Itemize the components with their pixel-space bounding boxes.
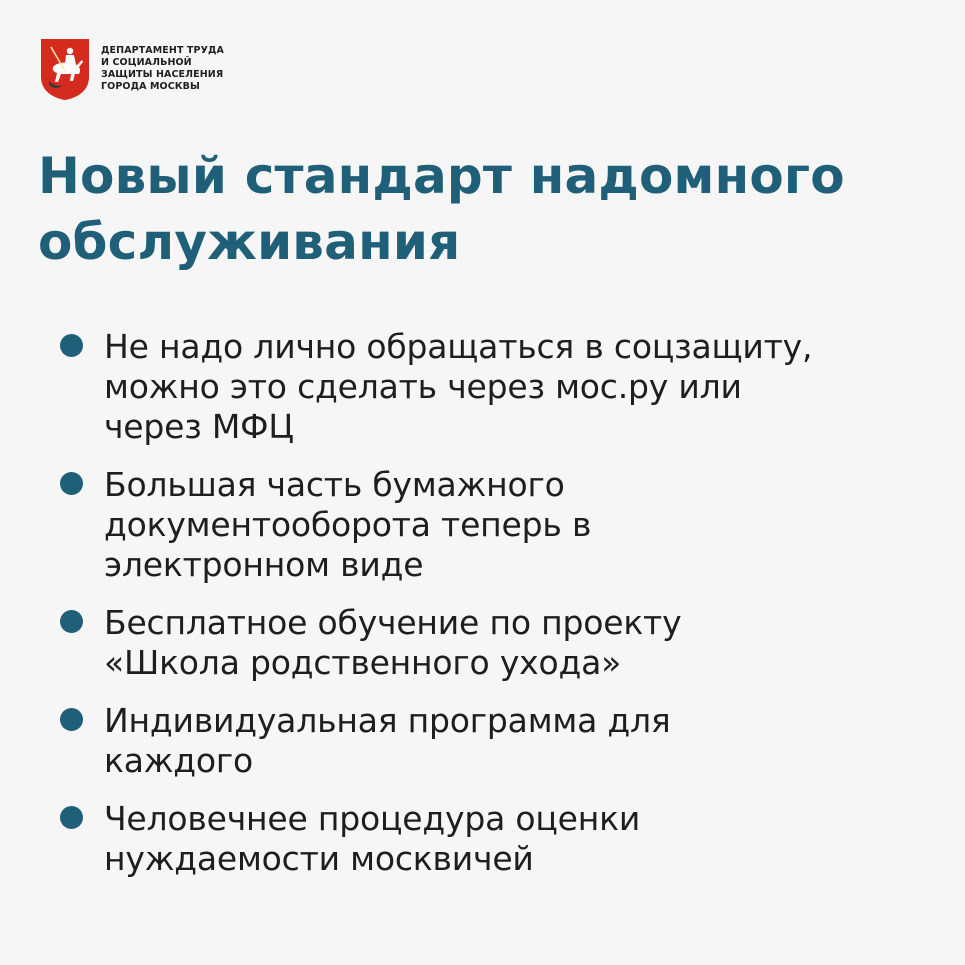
- list-item-text: [104, 603, 681, 683]
- org-name-line: И СОЦИАЛЬНОЙ: [101, 57, 192, 68]
- list-item-line: электронном виде: [104, 545, 424, 584]
- list-item-line: через МФЦ: [104, 407, 294, 446]
- list-item: [60, 465, 950, 585]
- list-item-line: «Школа родственного ухода»: [104, 643, 622, 682]
- bullet-dot-icon: [60, 806, 83, 829]
- page-title-line: обслуживания: [38, 213, 461, 271]
- list-item-text: [104, 799, 640, 879]
- org-name-line: ГОРОДА МОСКВЫ: [101, 81, 200, 92]
- list-item-line: нуждаемости москвичей: [104, 839, 534, 878]
- list-item-line: каждого: [104, 741, 254, 780]
- header: [39, 37, 224, 101]
- list-item-line: можно это сделать через мос.ру или: [104, 367, 742, 406]
- list-item-line: Не надо лично обращаться в соцзащиту,: [104, 327, 813, 366]
- bullet-dot-icon: [60, 708, 83, 731]
- page-title: [38, 143, 938, 275]
- moscow-coat-of-arms-icon: [39, 37, 91, 101]
- list-item-text: [104, 465, 591, 585]
- list-item-line: Бесплатное обучение по проекту: [104, 603, 682, 642]
- bullet-dot-icon: [60, 472, 83, 495]
- list-item-text: [104, 701, 671, 781]
- org-name-line: ДЕПАРТАМЕНТ ТРУДА: [101, 45, 225, 56]
- list-item: [60, 603, 950, 683]
- bullet-dot-icon: [60, 334, 83, 357]
- org-name: [101, 45, 224, 93]
- list-item-text: [104, 327, 812, 447]
- bullet-list: [60, 327, 950, 897]
- page-title-line: Новый стандарт надомного: [38, 147, 845, 205]
- list-item-line: Индивидуальная программа для: [104, 701, 671, 740]
- list-item-line: документооборота теперь в: [104, 505, 592, 544]
- list-item-line: Человечнее процедура оценки: [104, 799, 641, 838]
- list-item: [60, 799, 950, 879]
- list-item: [60, 327, 950, 447]
- list-item-line: Большая часть бумажного: [104, 465, 565, 504]
- list-item: [60, 701, 950, 781]
- bullet-dot-icon: [60, 610, 83, 633]
- org-name-line: ЗАЩИТЫ НАСЕЛЕНИЯ: [101, 69, 224, 80]
